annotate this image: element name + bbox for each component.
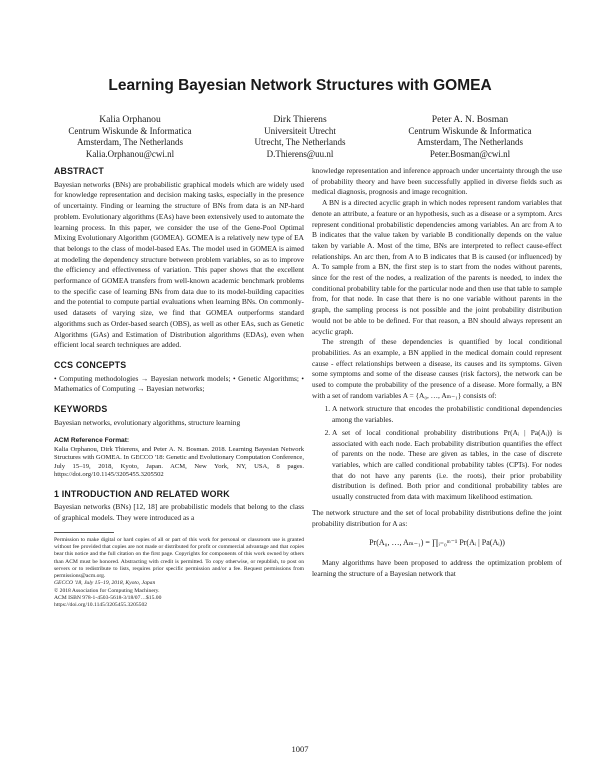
author-name: Dirk Thierens bbox=[273, 114, 327, 125]
paragraph: Many algorithms have been proposed to address the optimization problem of learning the structure of a Bayesian network that bbox=[312, 557, 562, 578]
permission-copyright: © 2018 Association for Computing Machinery. bbox=[54, 587, 160, 594]
paragraph: The strength of these dependencies is quantified by local conditional probabilities. As an example, a BN applied in the medical domain could represent cause - effect relationships between a disease, its causes and its symptoms. Given some symptoms and some of the disease causes (risk factors), the network can be used to compute the probability of the presence of a disease. More formally, a BN with a set of random variables A = {A₀, …, Aₘ₋₁} consists of: bbox=[312, 337, 562, 400]
author-name: Kalia Orphanou bbox=[99, 114, 161, 125]
author-location: Amsterdam, The Netherlands bbox=[416, 137, 524, 148]
joint-probability-equation: Pr(A₀, …, Aₘ₋₁) = ∏ᵢ₌₀ᵐ⁻¹ Pr(Aᵢ | Pa(Aᵢ)) bbox=[369, 538, 505, 548]
keywords-heading: KEYWORDS bbox=[54, 404, 108, 415]
list-item: 2. A set of local conditional probability distributions Pr(Aᵢ | Pa(Aᵢ)) is associated with each node. Each probability distribution quantifies the effect of parents on the node. These are given as tables, in the case of discrete variables, which are called conditional probability tables (CPTs). For nodes that do not have any parents (i.e. the roots), their prior probability distribution is defined. Both prior and conditional probability tables are usually constructed from data with maximum likelihood estimation. bbox=[332, 428, 562, 503]
abstract-heading: ABSTRACT bbox=[54, 166, 104, 176]
author-affiliation: Centrum Wiskunde & Informatica bbox=[68, 126, 192, 137]
paragraph: A BN is a directed acyclic graph in which nodes represent random variables that denote an attribute, a feature or an hypothesis, such as a disease or a symptom. Arcs represent conditional probabilistic dependencies among variables. An arc from A to B indicates that the value taken by variable B conditionally depends on the value taken by variable A. Most of the time, BNs are interpreted to reflect cause-effect relationships. An arc then, from A to B indicates that B is caused (or influenced) by A. To sample from a BN, the first step is to start from the nodes without parents, since for the rest of the nodes, a realization of the parents is needed, to index the conditional probability table for the particular node and then use that table to sample from, for that node. In case that there is no one variable without parents in the graph, the sampling process is not possible and the joint probability distribution would not be able to be defined. For that reason, a BN should always represent an acyclic graph. bbox=[312, 198, 562, 336]
author-location: Utrecht, The Netherlands bbox=[254, 137, 346, 148]
author-affiliation: Centrum Wiskunde & Informatica bbox=[408, 126, 532, 137]
permission-block bbox=[54, 537, 304, 610]
author-affiliation: Universiteit Utrecht bbox=[264, 126, 336, 137]
author-1 bbox=[45, 114, 215, 160]
acm-reference-text: Kalia Orphanou, Dirk Thierens, and Peter A. N. Bosman. 2018. Learning Bayesian Network Structures with GOMEA. In GECCO '18: Genetic and Evolutionary Computation Conference, July 15–19, 2018, Kyoto, Japan. ACM, New York, NY, USA, 8 pages. https://doi.org/10.1145/3205455.3205502 bbox=[54, 445, 304, 479]
paragraph: The network structure and the set of local probability distributions define the joint probability distribution for A as: bbox=[312, 507, 562, 528]
left-column bbox=[54, 166, 304, 610]
acm-reference-heading: ACM Reference Format: bbox=[54, 437, 130, 445]
acm-reference bbox=[54, 437, 304, 479]
intro-text: Bayesian networks (BNs) [12, 18] are probabilistic models that belong to the class of graphical models. They were introduced as a bbox=[54, 502, 304, 522]
permission-text: Permission to make digital or hard copies of all or part of this work for personal or classroom use is granted without fee provided that copies are not made or distributed for profit or commercial advantage and that copies bear this notice and the full citation on the first page. Copyrights for components of this work owned by others than ACM must be honored. Abstracting with credit is permitted. To copy otherwise, or republish, to post on servers or to redistribute to lists, requires prior specific permission and/or a fee. Request permissions from permissions@acm.org. bbox=[54, 536, 304, 580]
abstract-text: Bayesian networks (BNs) are probabilistic graphical models which are widely used for knowledge representation and decision making tasks, especially in the presence of uncertainty. Finding or learning the structure of BNs from data is an NP-hard problem. Evolutionary algorithms (EAs) have been extensively used to automate the learning process. In this paper, we consider the use of the Gene-Pool Optimal Mixing Evolutionary Algorithm (GOMEA). GOMEA is a relatively new type of EA that belongs to the class of model-based EAs. The model used in GOMEA is aimed at modeling the dependency structure between problem variables, so as to improve the efficiency and effectiveness of variation. This paper shows that the excellent performance of GOMEA transfers from well-known academic benchmark problems to the specific case of learning BNs from data due to its model-building capacities and the potential to compute partial evaluations when learning BNs. On commonly-used datasets of varying size, we find that GOMEA outperforms standard algorithms such as Order-based search (OBS), as well as other EAs, such as Genetic Algorithms (GAs) and Estimation of Distribution algorithms (EDAs), even when efficient local search techniques are added. bbox=[54, 179, 304, 350]
permission-isbn: ACM ISBN 978-1-4503-5618-3/18/07…$15.00 bbox=[54, 594, 162, 601]
right-column bbox=[312, 166, 562, 579]
list-item: 1. A network structure that encodes the probabilistic conditional dependencies among the variables. bbox=[332, 404, 562, 425]
author-email: D.Thierens@uu.nl bbox=[266, 148, 334, 159]
author-3 bbox=[385, 114, 555, 160]
author-2 bbox=[215, 114, 385, 160]
author-email: Peter.Bosman@cwi.nl bbox=[429, 148, 511, 159]
ccs-text: • Computing methodologies → Bayesian network models; • Genetic Algorithms; • Mathematics of Computing → Bayesian networks; bbox=[54, 373, 304, 394]
page-number: 1007 bbox=[291, 744, 309, 754]
ccs-heading: CCS CONCEPTS bbox=[54, 359, 127, 370]
permission-doi: https://doi.org/10.1145/3205455.3205502 bbox=[54, 602, 148, 609]
author-email: Kalia.Orphanou@cwi.nl bbox=[85, 148, 175, 159]
bn-definition-list bbox=[312, 404, 562, 502]
author-name: Peter A. N. Bosman bbox=[431, 114, 509, 125]
author-location: Amsterdam, The Netherlands bbox=[76, 137, 184, 148]
permission-venue: GECCO '18, July 15–19, 2018, Kyoto, Japan bbox=[54, 580, 156, 587]
paper-title: Learning Bayesian Network Structures with GOMEA bbox=[108, 77, 492, 94]
footnote-divider bbox=[54, 532, 114, 533]
paragraph: knowledge representation and inference approach under uncertainty through the use of probability theory and have been successfully applied in diverse fields such as medical diagnosis, prognosis and image recognition. bbox=[312, 166, 562, 197]
keywords-text: Bayesian networks, evolutionary algorithms, structure learning bbox=[54, 417, 241, 427]
intro-heading: 1 INTRODUCTION AND RELATED WORK bbox=[54, 488, 230, 499]
